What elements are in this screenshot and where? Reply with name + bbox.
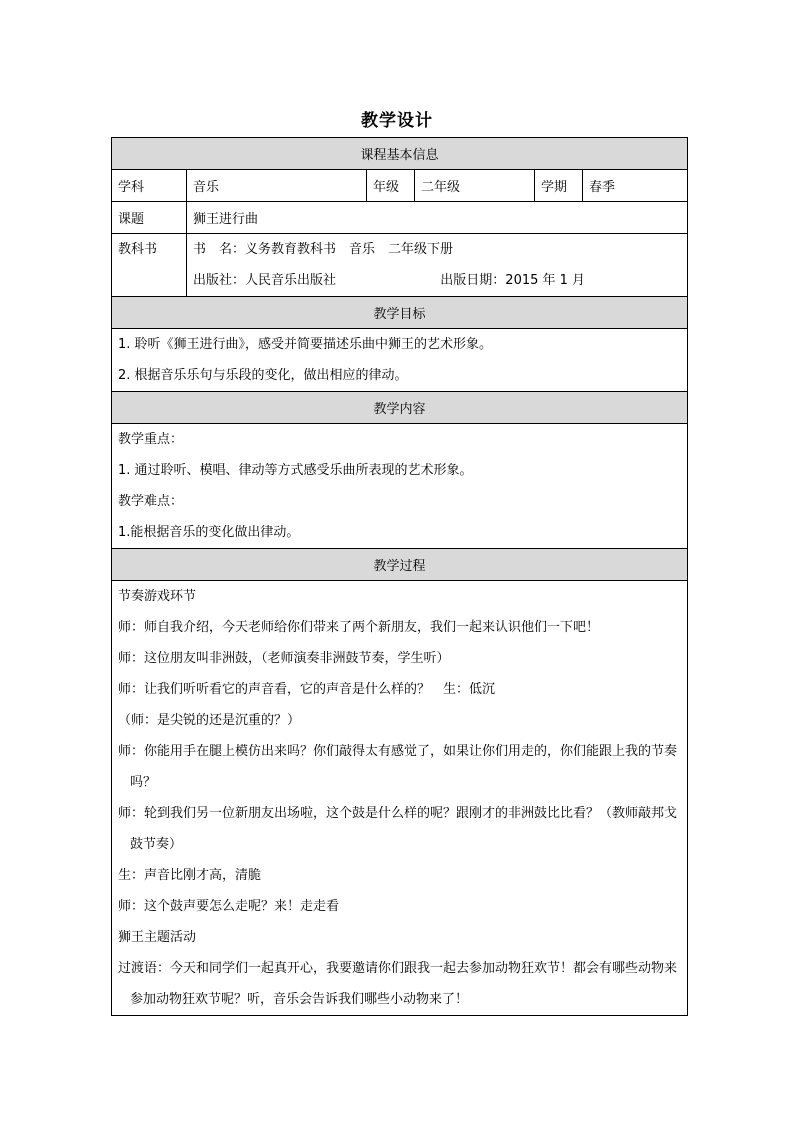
process-header: 教学过程 [112,549,688,581]
process-body [112,581,688,1016]
key-point-item: 1. 通过聆听、模唱、律动等方式感受乐曲所表现的艺术形象。 [118,463,473,478]
content-header: 教学内容 [112,392,688,424]
process-line: 师：师自我介绍，今天老师给你们带来了两个新朋友，我们一起来认识他们一下吧！ [118,620,600,635]
textbook-row [112,234,688,297]
process-line: 师：轮到我们另一位新朋友出场啦，这个鼓是什么样的呢？跟刚才的非洲鼓比比看？（教师敲邦戈鼓节奏） [118,806,678,852]
process-line: 生：声音比刚才高，清脆 [118,868,262,883]
goals-row [112,329,688,392]
page-title: 教学设计 [361,111,433,131]
goal-item: 2. 根据音乐乐句与乐段的变化，做出相应的律动。 [118,368,408,383]
process-line: 过渡语：今天和同学们一起真开心，我要邀请你们跟我一起去参加动物狂欢节！都会有哪些动物来参加动物狂欢节呢？听，音乐会告诉我们哪些小动物来了！ [118,961,678,1007]
grade-label: 年级 [367,170,415,202]
topic-label: 课题 [112,202,187,234]
goals-header: 教学目标 [112,297,688,329]
process-header-row [112,549,688,581]
goals-header-row [112,297,688,329]
difficulty-item: 1.能根据音乐的变化做出律动。 [118,525,300,540]
book-name-line: 书 名：义务教育教科书 音乐 二年级下册 [193,242,454,257]
lesson-plan-table [111,137,688,1016]
process-row [112,581,688,1016]
topic-value: 狮王进行曲 [187,202,688,234]
subject-value: 音乐 [187,170,367,202]
process-line: 师：让我们听听看它的声音看，它的声音是什么样的？ 生：低沉 [118,682,496,697]
process-line: 师：这个鼓声要怎么走呢？来！走走看 [118,899,340,914]
term-value: 春季 [583,170,688,202]
key-points-label: 教学重点： [118,432,184,447]
goals-body [112,329,688,392]
basic-info-header: 课程基本信息 [112,138,688,170]
process-line: 师：这位朋友叫非洲鼓，（老师演奏非洲鼓节奏，学生听） [118,651,450,666]
difficulties-label: 教学难点： [118,494,184,509]
grade-value: 二年级 [415,170,535,202]
process-line: 狮王主题活动 [118,930,197,945]
basic-info-header-row [112,138,688,170]
goal-item: 1. 聆听《狮王进行曲》，感受并简要描述乐曲中狮王的艺术形象。 [118,337,493,352]
textbook-info [187,234,688,297]
content-body [112,424,688,549]
subject-label: 学科 [112,170,187,202]
content-header-row [112,392,688,424]
process-line: 节奏游戏环节 [118,589,197,604]
textbook-label: 教科书 [118,242,158,257]
topic-row [112,202,688,234]
content-row [112,424,688,549]
subject-row [112,170,688,202]
process-line: 师：你能用手在腿上模仿出来吗？你们敲得太有感觉了，如果让你们用走的，你们能跟上我的节奏吗？ [118,744,678,790]
publish-date-line: 出版日期：2015 年 1 月 [440,273,586,288]
term-label: 学期 [535,170,583,202]
process-line: （师：是尖锐的还是沉重的？） [118,713,301,728]
publisher-line: 出版社：人民音乐出版社 [193,273,337,288]
